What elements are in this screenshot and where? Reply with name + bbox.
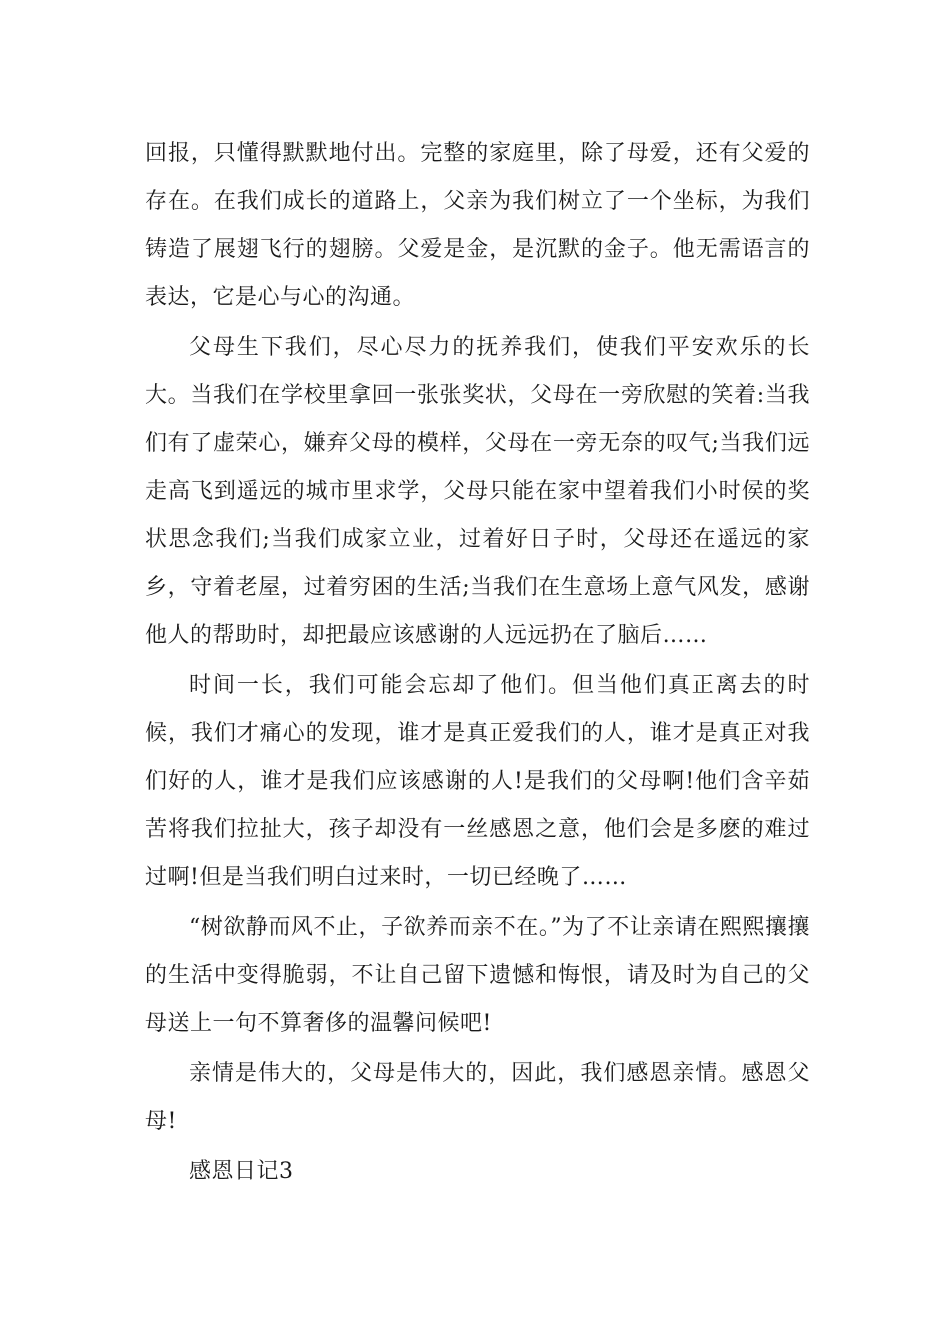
document-body [145, 130, 810, 1198]
paragraph-continuation: 回报，只懂得默默地付出。完整的家庭里，除了母爱，还有父爱的存在。在我们成长的道路上，父亲为我们树立了一个坐标，为我们铸造了展翅飞行的翅膀。父爱是金，是沉默的金子。他无需语言的表达，它是心与心的沟通。 [145, 141, 810, 310]
paragraph-proverb: “树欲静而风不止，子欲养而亲不在。”为了不让亲请在熙熙攘攘的生活中变得脆弱，不让自己留下遗憾和悔恨，请及时为自己的父母送上一句不算奢侈的温馨问候吧! [145, 915, 810, 1036]
section-heading: 感恩日记3 [189, 1159, 294, 1184]
paragraph-conclusion: 亲情是伟大的，父母是伟大的，因此，我们感恩亲情。感恩父母! [145, 1061, 810, 1134]
paragraph-time-passes: 时间一长，我们可能会忘却了他们。但当他们真正离去的时候，我们才痛心的发现，谁才是真正爱我们的人，谁才是真正对我们好的人，谁才是我们应该感谢的人!是我们的父母啊!他们含辛茹苦将我们拉扯大，孩子却没有一丝感恩之意，他们会是多麽的难过过啊!但是当我们明白过来时，一切已经晚了…… [145, 673, 810, 890]
paragraph-parents-raising: 父母生下我们，尽心尽力的抚养我们，使我们平安欢乐的长大。当我们在学校里拿回一张张奖状，父母在一旁欣慰的笑着:当我们有了虚荣心，嫌弃父母的模样，父母在一旁无奈的叹气;当我们远走高飞到遥远的城市里求学，父母只能在家中望着我们小时侯的奖状思念我们;当我们成家立业，过着好日子时，父母还在遥远的家乡，守着老屋，过着穷困的生活;当我们在生意场上意气风发，感谢他人的帮助时，却把最应该感谢的人远远扔在了脑后…… [145, 335, 810, 648]
